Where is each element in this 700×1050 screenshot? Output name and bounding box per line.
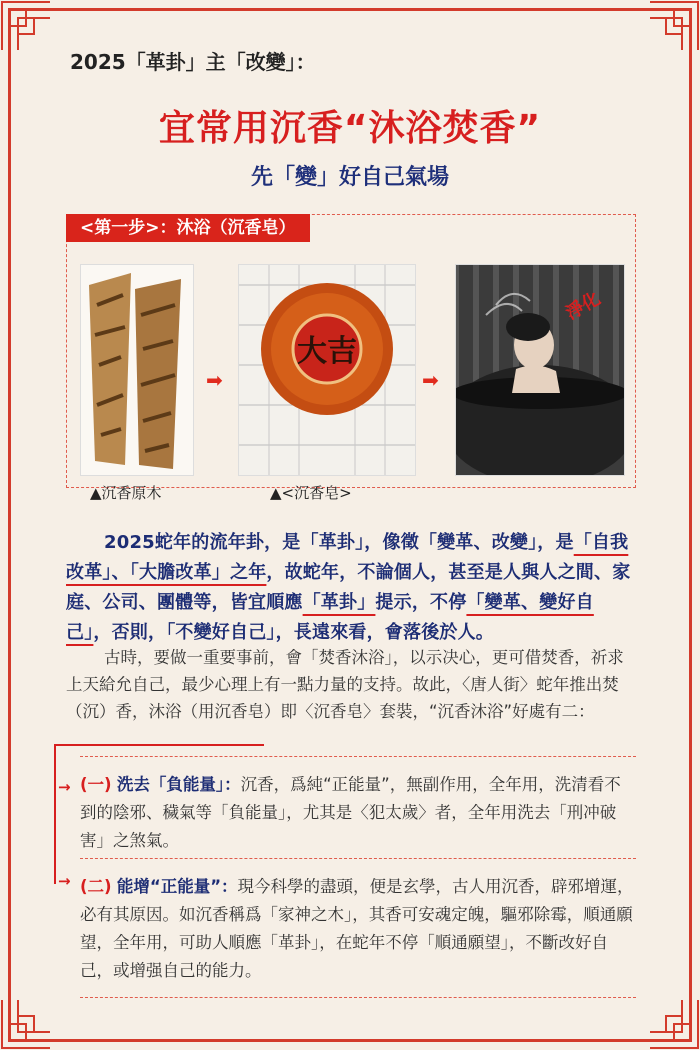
underlined-text: 「變革、變好自己」 <box>66 592 594 643</box>
item-number: (一) <box>80 775 112 794</box>
arrow-right-icon: ➡ <box>422 368 439 392</box>
benefit-item <box>80 756 636 855</box>
soap-text: 大吉 <box>297 334 357 369</box>
caption-soap: ▲<沉香皂> <box>270 484 352 502</box>
underlined-text: 「革卦」 <box>302 592 376 613</box>
intro-paragraph <box>66 528 638 648</box>
top-heading: 2025「革卦」主「改變」： <box>70 50 316 74</box>
connector-line <box>54 744 56 884</box>
item-text: 現今科學的盡頭，便是玄學，古人用沉香，辟邪增運，必有其原因。如沉香稱爲「家神之木」，其香可安魂定魄，驅邪除霉，順通願望，全年用，可助人順應「革卦」，在蛇年不停「順通願望」，不斷改好自己，或增强自己的能力。 <box>80 877 634 980</box>
item-keyword: 洗去「負能量」： <box>116 775 241 794</box>
bath-photo <box>455 264 625 476</box>
page-title: 宜常用沉香“沐浴焚香” <box>158 108 542 149</box>
item-text: 沉香，爲純“正能量”，無副作用，全年用，洗清看不到的陰邪、穢氣等「負能量」，尤其是〈犯太歲〉者，全年用洗去「刑冲破害」之煞氣。 <box>80 775 621 850</box>
purify-text: 淨化 <box>562 288 605 325</box>
arrow-right-icon: → <box>58 778 71 796</box>
history-paragraph: 古時，要做一重要事前，會「焚香沐浴」，以示决心，更可借焚香，祈求上天給允自己，最少心理上有一點力量的支持。故此，〈唐人街〉蛇年推出焚（沉）香，沐浴（用沉香皂）即〈沉香皂〉套裝，“沉香沐浴”好處有二： <box>66 648 624 721</box>
corner-ornament <box>648 0 700 52</box>
caption-agarwood: ▲沉香原木 <box>90 484 162 502</box>
page-subtitle: 先「變」好自己氣場 <box>250 165 449 190</box>
para-text: 2025蛇年的流年卦，是「革卦」，像徵「變革、改變」，是 <box>104 532 574 553</box>
corner-ornament <box>0 0 52 52</box>
arrow-right-icon: → <box>58 872 71 890</box>
para-text: ，故蛇年，不論個人，甚至是人與人之間、家庭、公司、團體等，皆宜順應 <box>66 562 631 613</box>
connector-line <box>54 744 264 746</box>
step-one-label: <第一步>：沐浴（沉香皂） <box>66 214 310 242</box>
soap-photo <box>238 264 416 476</box>
item-keyword: 能增“正能量”： <box>116 877 238 896</box>
benefit-item <box>80 858 636 998</box>
corner-ornament <box>0 998 52 1050</box>
item-number: (二) <box>80 877 112 896</box>
corner-ornament <box>648 998 700 1050</box>
para-text: ，否則，「不變好自己」，長遠來看，會落後於人。 <box>93 622 495 643</box>
arrow-right-icon: ➡ <box>206 368 223 392</box>
agarwood-photo <box>80 264 194 476</box>
para-text: 提示，不停 <box>375 592 467 613</box>
underlined-text: 「自我改革」、「大膽改革」之年 <box>66 532 629 583</box>
